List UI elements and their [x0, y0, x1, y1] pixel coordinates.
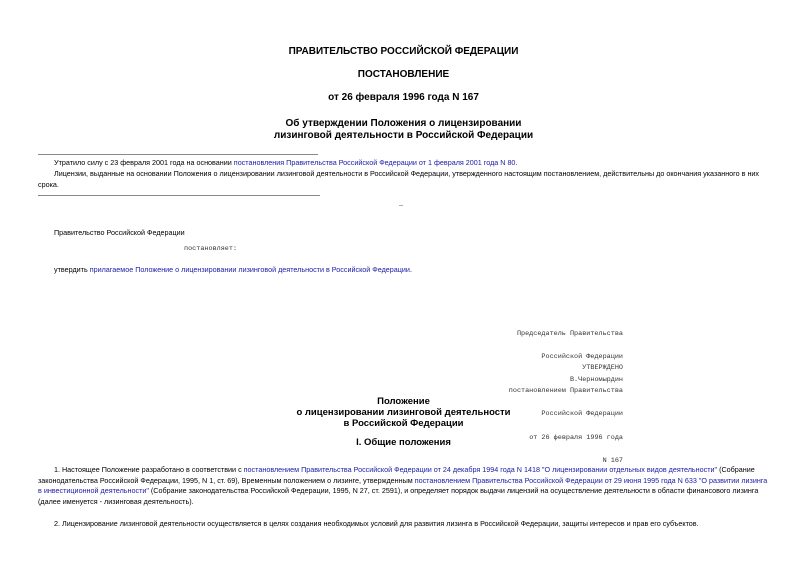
decree-1418-link[interactable]: постановлением Правительства Российской Федерации от 24 декабря 1994 года N 1418 "О лицензировании отдельных видов деятельности": [243, 465, 718, 474]
approval-line: Российской Федерации: [541, 410, 623, 419]
repeal-note: [54, 158, 764, 169]
approve-statement: [54, 265, 754, 276]
document-type: ПОСТАНОВЛЕНИЕ: [357, 69, 450, 80]
license-validity-note: Лицензии, выданные на основании Положения о лицензировании лизинговой деятельности в Российской Федерации, утвержденного настоящим постановлением, действительны до окончания указанного в них срока.: [38, 169, 760, 189]
approval-line: УТВЕРЖДЕНО: [582, 363, 623, 372]
repeal-note-text: Утратило силу с 23 февраля 2001 года на основании: [54, 158, 234, 167]
attached-regulation-link[interactable]: прилагаемое Положение о лицензировании лизинговой деятельности в Российской Федерации: [89, 265, 410, 274]
approve-end: .: [409, 265, 412, 274]
signature-line: Российской Федерации: [541, 352, 623, 361]
approval-line: N 167: [602, 457, 623, 466]
regulation-title-line-1: Положение: [377, 396, 430, 407]
government-reference: Правительство Российской Федерации: [54, 228, 185, 237]
approval-line: от 26 февраля 1996 года: [529, 433, 623, 442]
decrees-word: постановляет:: [184, 245, 238, 253]
approve-text: утвердить: [54, 265, 90, 274]
approval-line: постановлением Правительства: [508, 386, 623, 395]
separator-dash: –: [399, 200, 403, 209]
regulation-title-line-3: в Российской Федерации: [343, 418, 464, 429]
divider-top: [38, 154, 318, 155]
regulation-title: [0, 396, 807, 429]
decree-633-link[interactable]: постановлением Правительства Российской Федерации от 29 июня 1995 года N 633 "О развитии лизинга в инвестиционной деятельности": [38, 475, 768, 495]
paragraph-1-text-a: 1. Настоящее Положение разработано в соответствии с: [54, 465, 244, 474]
paragraph-1-text-b: (Собрание законодательства Российской Федерации, 1995, N 1, ст. 69), Временным положением о лизинге, утвержденным: [38, 465, 755, 485]
document-date-number: от 26 февраля 1996 года N 167: [328, 92, 479, 103]
signature-line: Председатель Правительства: [516, 329, 623, 338]
title-line-2: лизинговой деятельности в Российской Федерации: [273, 130, 534, 141]
divider-bottom: [38, 195, 320, 196]
paragraph-2: 2. Лицензирование лизинговой деятельности осуществляется в целях создания необходимых условий для развития лизинга в Российской Федерации, защиты интересов и прав его субъектов.: [54, 519, 699, 528]
repeal-decree-link[interactable]: постановления Правительства Российской Федерации от 1 февраля 2001 года N 80: [233, 158, 516, 167]
regulation-title-line-2: о лицензировании лизинговой деятельности: [296, 407, 511, 418]
paragraph-1: [38, 465, 770, 507]
title-line-1: Об утверждении Положения о лицензировании: [285, 118, 522, 129]
paragraph-1-text-c: (Собрание законодательства Российской Федерации, 1995, N 27, ст. 2591), и определяет порядок выдачи лицензий на осуществление деятельности в области финансового лизинга (далее именуется - лизинговая деятельность).: [38, 486, 759, 506]
repeal-note-end: .: [515, 158, 518, 167]
document-title: [0, 118, 807, 142]
section-heading: I. Общие положения: [356, 437, 451, 448]
government-heading: ПРАВИТЕЛЬСТВО РОССИЙСКОЙ ФЕДЕРАЦИИ: [288, 46, 519, 57]
signature-line: В.Черномырдин: [569, 376, 623, 385]
